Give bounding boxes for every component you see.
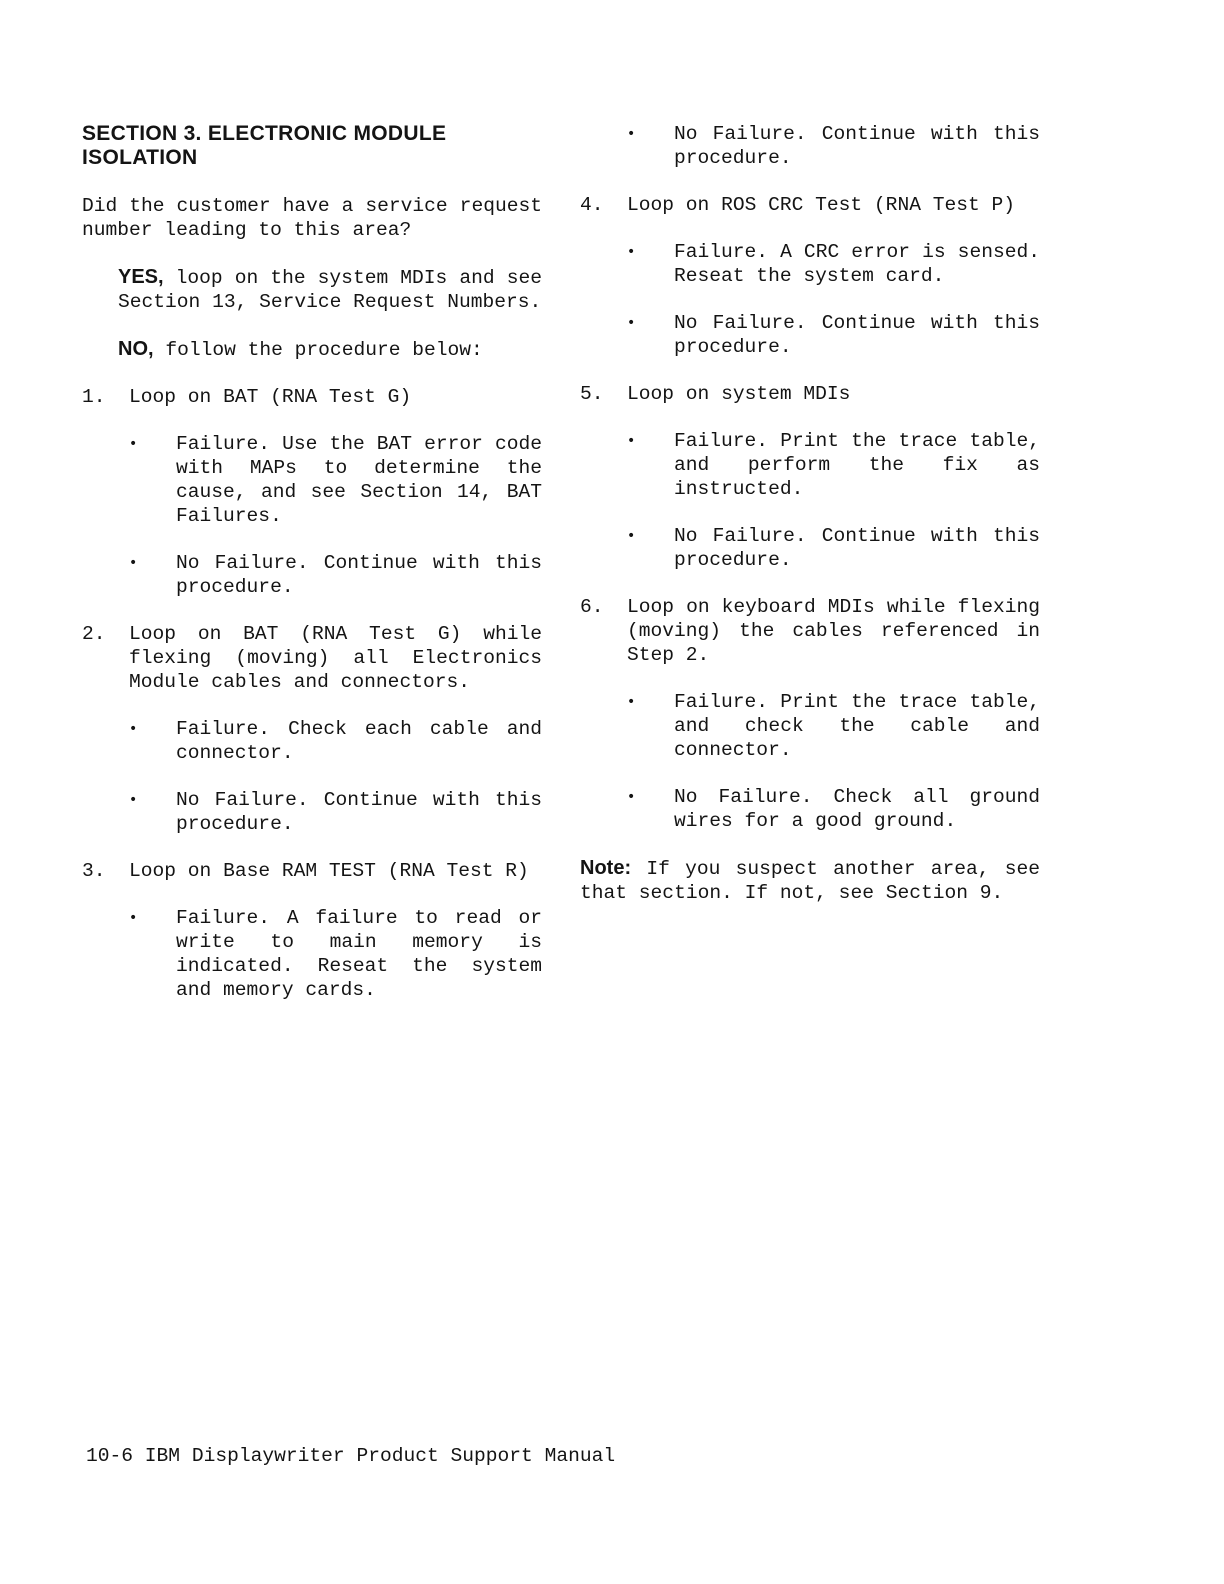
step-5 xyxy=(580,382,1040,406)
bullet-icon: • xyxy=(627,315,636,331)
step-3-bullet-no-failure xyxy=(580,122,1040,170)
step-number: 3. xyxy=(82,860,106,882)
bullet-icon: • xyxy=(129,910,138,926)
note xyxy=(580,856,1040,905)
left-column xyxy=(82,122,542,1025)
bullet-icon: • xyxy=(627,528,636,544)
step-6 xyxy=(580,595,1040,667)
no-text: follow the procedure below: xyxy=(153,339,483,361)
step-5-bullet-failure xyxy=(580,429,1040,501)
section-heading-line2: ISOLATION xyxy=(82,146,198,169)
bullet-text: No Failure. Continue with this procedure. xyxy=(674,525,1040,571)
step-3-bullet-failure xyxy=(82,906,542,1002)
step-3 xyxy=(82,859,542,883)
section-heading-line1: SECTION 3. ELECTRONIC MODULE xyxy=(82,122,447,145)
step-number: 5. xyxy=(580,383,604,405)
bullet-icon: • xyxy=(627,126,636,142)
bullet-text: Failure. Print the trace table, and check the cable and connector. xyxy=(674,691,1040,761)
bullet-text: No Failure. Continue with this procedure. xyxy=(176,552,542,598)
bullet-icon: • xyxy=(627,244,636,260)
step-2-bullet-failure xyxy=(82,717,542,765)
step-1-bullet-failure xyxy=(82,432,542,528)
bullet-text: No Failure. Continue with this procedure. xyxy=(176,789,542,835)
step-5-bullet-no-failure xyxy=(580,524,1040,572)
bullet-icon: • xyxy=(129,721,138,737)
note-text: If you suspect another area, see that section. If not, see Section 9. xyxy=(580,858,1040,904)
bullet-text: Failure. Use the BAT error code with MAPs to determine the cause, and see Section 14, BAT Failures. xyxy=(176,433,542,527)
yes-text: loop on the system MDIs and see Section 13, Service Request Numbers. xyxy=(118,267,542,313)
bullet-icon: • xyxy=(627,433,636,449)
right-column xyxy=(580,122,1040,928)
step-text: Loop on BAT (RNA Test G) while flexing (moving) all Electronics Module cables and connectors. xyxy=(129,623,542,693)
step-text: Loop on BAT (RNA Test G) xyxy=(129,386,412,408)
page-footer: 10-6 IBM Displaywriter Product Support Manual xyxy=(86,1445,616,1467)
step-6-bullet-failure xyxy=(580,690,1040,762)
step-number: 4. xyxy=(580,194,604,216)
step-number: 6. xyxy=(580,596,604,618)
step-2-bullet-no-failure xyxy=(82,788,542,836)
bullet-text: Failure. A CRC error is sensed. Reseat the system card. xyxy=(674,241,1040,287)
yes-branch xyxy=(118,265,542,314)
step-4-bullet-failure xyxy=(580,240,1040,288)
step-1-bullet-no-failure xyxy=(82,551,542,599)
note-label: Note: xyxy=(580,857,632,879)
step-1 xyxy=(82,385,542,409)
bullet-text: Failure. A failure to read or write to main memory is indicated. Reseat the system and memory cards. xyxy=(176,907,542,1001)
bullet-icon: • xyxy=(129,555,138,571)
step-6-bullet-no-failure xyxy=(580,785,1040,833)
bullet-icon: • xyxy=(129,792,138,808)
bullet-text: No Failure. Continue with this procedure. xyxy=(674,312,1040,358)
step-number: 1. xyxy=(82,386,106,408)
bullet-text: Failure. Print the trace table, and perform the fix as instructed. xyxy=(674,430,1040,500)
bullet-text: No Failure. Check all ground wires for a good ground. xyxy=(674,786,1040,832)
yes-label: YES, xyxy=(118,266,164,288)
step-4 xyxy=(580,193,1040,217)
step-text: Loop on Base RAM TEST (RNA Test R) xyxy=(129,860,529,882)
step-text: Loop on system MDIs xyxy=(627,383,851,405)
step-4-bullet-no-failure xyxy=(580,311,1040,359)
bullet-text: No Failure. Continue with this procedure. xyxy=(674,123,1040,169)
step-number: 2. xyxy=(82,623,106,645)
bullet-text: Failure. Check each cable and connector. xyxy=(176,718,542,764)
bullet-icon: • xyxy=(627,694,636,710)
no-branch xyxy=(118,337,542,362)
step-text: Loop on keyboard MDIs while flexing (moving) the cables referenced in Step 2. xyxy=(627,596,1040,666)
bullet-icon: • xyxy=(129,436,138,452)
intro-question: Did the customer have a service request number leading to this area? xyxy=(82,195,542,241)
step-2 xyxy=(82,622,542,694)
bullet-icon: • xyxy=(627,789,636,805)
step-text: Loop on ROS CRC Test (RNA Test P) xyxy=(627,194,1016,216)
no-label: NO, xyxy=(118,338,154,360)
section-heading xyxy=(82,122,542,170)
